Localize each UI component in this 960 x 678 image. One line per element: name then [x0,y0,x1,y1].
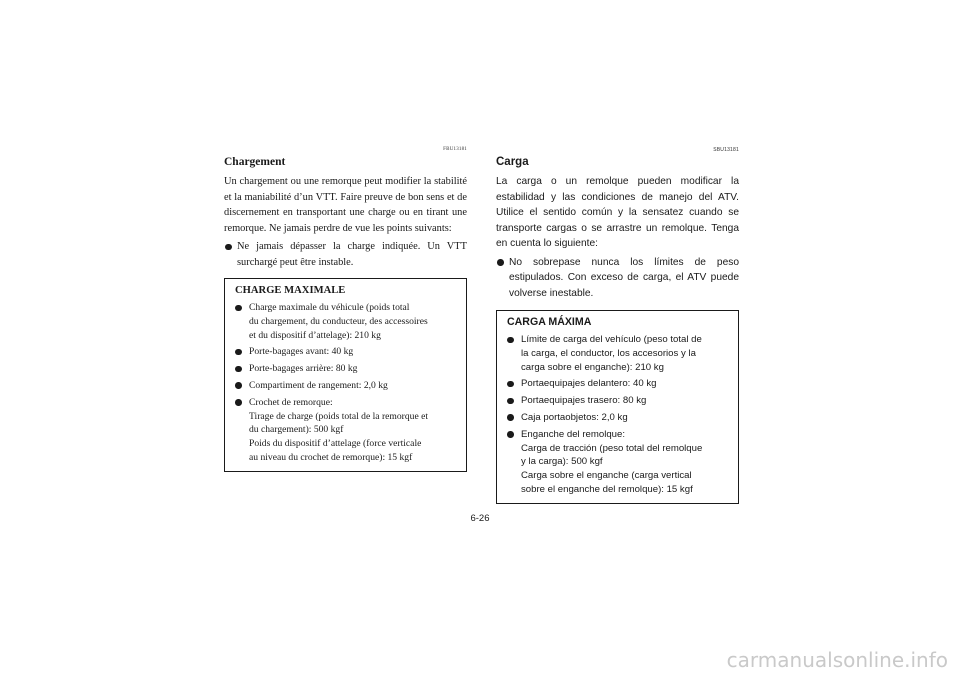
box-item [235,396,456,465]
bullet-text: Ne jamais dépasser la charge indiquée. Un VTT surchargé peut être instable. [237,241,467,268]
bullet-icon [507,428,521,442]
bullet-icon [235,396,249,410]
box-item-text: Compartiment de rangement: 2,0 kg [249,379,388,391]
box-item-text: Crochet de remorque: Tirage de charge (poids total de la remorque et du chargement): 500 kgf Poids du dispositif d’attelage (force verticale au niveau du crochet de remorque): 15 kgf [249,396,429,463]
box-item [507,411,728,425]
box-item-text: Charge maximale du véhicule (poids total du chargement, du conducteur, des accessoires et du dispositif d’attelage): 210 kg [249,302,428,341]
box-item [235,345,456,359]
box-item-text: Enganche del remolque: Carga de tracción (peso total del remolque y la carga): 500 kgf Carga sobre el enganche (carga vertical sobre el enganche del remolque): 15 kgf [521,428,703,495]
bullet-icon [507,411,521,425]
bullet-icon [507,394,521,408]
bullet-icon [224,239,237,255]
box-item-text: Portaequipajes delantero: 40 kg [521,378,657,390]
section-paragraph: Un chargement ou une remorque peut modifier la stabilité et la maniabilité d’un VTT. Faire preuve de bon sens et de discernement en transportant une charge ou en tirant une remorque. Ne jamais perdre de vue les points suivants: [224,176,467,234]
box-item [507,333,728,374]
section-code: SBU13181 [713,147,739,153]
bullet-text: No sobrepase nunca los límites de peso estipulados. Con exceso de carga, el ATV puede volverse inestable. [509,256,739,299]
max-load-box [496,310,739,504]
max-load-box [224,278,467,472]
bullet-icon [507,377,521,391]
watermark: carmanualsonline.info [726,648,948,672]
box-item-text: Porte-bagages avant: 40 kg [249,346,354,358]
box-item-text: Portaequipajes trasero: 80 kg [521,395,647,407]
box-title: CHARGE MAXIMALE [235,285,346,296]
page-number: 6-26 [470,513,490,524]
bullet-icon [235,379,249,393]
bullet-icon [496,255,509,271]
spanish-column [496,146,739,504]
section-paragraph: La carga o un remolque pueden modificar la estabilidad y las condiciones de manejo del ATV. Utilice el sentido común y la sensatez cuando se transporte cargas o se arrastre un remolque. Tenga en cuenta lo siguiente: [496,176,739,249]
french-column [224,146,467,472]
box-item-text: Porte-bagages arrière: 80 kg [249,363,358,375]
box-item [507,428,728,497]
section-heading: Chargement [224,156,286,168]
bullet-icon [507,333,521,347]
box-item-text: Límite de carga del vehículo (peso total de la carga, el conductor, los accesorios y la carga sobre el enganche): 210 kg [521,334,702,373]
box-item [235,301,456,342]
bullet-icon [235,362,249,376]
warning-bullet [496,255,739,302]
box-item-text: Caja portaobjetos: 2,0 kg [521,411,628,423]
box-title: CARGA MÁXIMA [507,316,592,328]
warning-bullet [224,239,467,270]
box-item [507,377,728,391]
box-item [235,362,456,376]
section-code: FBU13181 [443,147,467,152]
bullet-icon [235,301,249,315]
bullet-icon [235,345,249,359]
box-item [235,379,456,393]
section-heading: Carga [496,156,529,168]
box-item [507,394,728,408]
